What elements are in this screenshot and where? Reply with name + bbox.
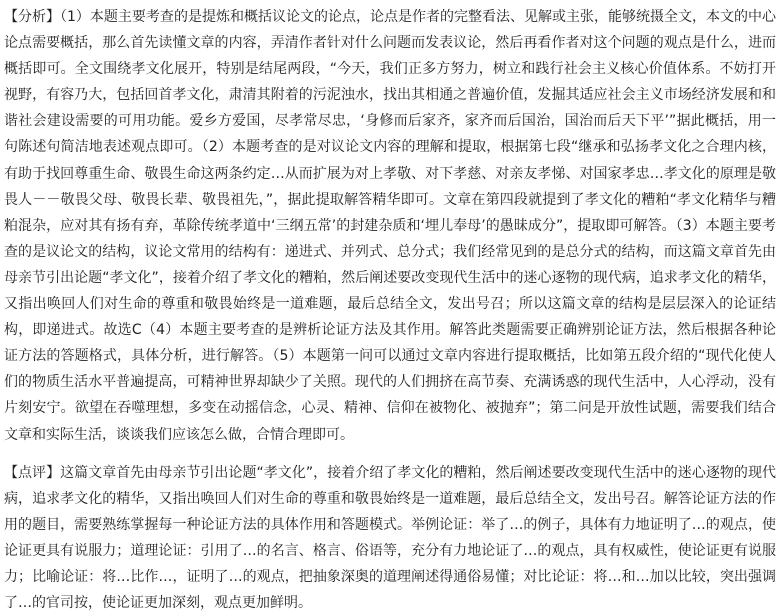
paragraph-gap (4, 448, 776, 460)
comment-paragraph (4, 460, 776, 616)
comment-tag: 【点评】 (4, 464, 61, 481)
analysis-tag: 【分析】 (4, 9, 61, 25)
analysis-text: （1）本题主要考查的是提炼和概括议论文的论点，论点是作者的完整看法、见解或主张，能够统摄全文，本文的中心论点需要概括，那么首先读懂文章的内容，弄清作者针对什么问题而发表议论，然后再看作者对这个问题的观点是什么，进而概括即可。全文围绕孝文化展开，特别是结尾两段，“今天，我们正多方努力，树立和践行社会主义核心价值体系。不妨打开视野，有容乃大，包括回首孝文化，肃清其附着的污泥浊水，找出其相通之普遍价值，发掘其适应社会主义市场经济发展和和谐社会建设需要的可用功能。爱乡方爱国，尽孝常尽忠，‘身修而后家齐，家齐而后国治，国治而后天下平’”据此概括，用一句陈述句简洁地表述观点即可。（2）本题考查的是对议论文内容的理解和提取，根据第七段“继承和弘扬孝文化之合理内核，有助于找回尊重生命、敬畏生命这两条约定…从而扩展为对上孝敬、对下孝慈、对亲友孝悌、对国家孝忠…孝文化的原理是敬畏人－－敬畏父母、敬畏长辈、敬畏祖先，”，据此提取解答精华即可。文章在第四段就提到了孝文化的糟粕“孝文化精华与糟粕混杂，应对其有扬有弃，革除传统孝道中‘三纲五常’的封建杂质和‘埋儿奉母’的愚昧成分”，提取即可解答。（3）本题主要考查的是议论文的结构，议论文常用的结构有：递进式、并列式、总分式；我们经常见到的是总分式的结构，而这篇文章首先由母亲节引出论题“孝文化”，接着介绍了孝文化的糟粕，然后阐述要改变现代生活中的迷心逐物的现代病，追求孝文化的精华，又指出唤回人们对生命的尊重和敬畏始终是一道难题，最后总结全文，发出号召；所以这篇文章的结构是层层深入的论证结构，即递进式。故选C（4）本题主要考查的是辨析论证方法及其作用。解答此类题需要正确辨别论证方法，然后根据各种论证方法的答题格式，具体分析，进行解答。（5）本题第一问可以通过文章内容进行提取概括，比如第五段介绍的“现代化使人们的物质生活水平普遍提高，可精神世界却缺少了关照。现代的人们拥挤在高节奏、充满诱惑的现代生活中，人心浮动，没有片刻安宁。欲望在吞噬理想，多变在动摇信念，心灵、精神、信仰在被物化、被抛弃”；第二问是开放性试题，需要我们结合文章和实际生活，谈谈我们应该怎么做，合情合理即可。 (4, 9, 777, 443)
comment-text: 这篇文章首先由母亲节引出论题“孝文化”，接着介绍了孝文化的糟粕，然后阐述要改变现代生活中的迷心逐物的现代病，追求孝文化的精华，又指出唤回人们对生命的尊重和敬畏始终是一道难题，最后总结全文，发出号召。解答论证方法的作用的题目，需要熟练掌握每一种论证方法的具体作用和答题模式。举例论证：举了…的例子，具体有力地证明了…的观点，使论证更具有说服力；道理论证：引用了…的名言、格言、俗语等，充分有力地论证了…的观点，具有权威性，使论证更有说服力；比喻论证：将…比作…，证明了…的观点，把抽象深奥的道理阐述得通俗易懂；对比论证：将…和…加以比较，突出强调了…的官司按，使论证更加深刻，观点更加鲜明。 (4, 464, 776, 612)
analysis-paragraph (4, 4, 776, 448)
